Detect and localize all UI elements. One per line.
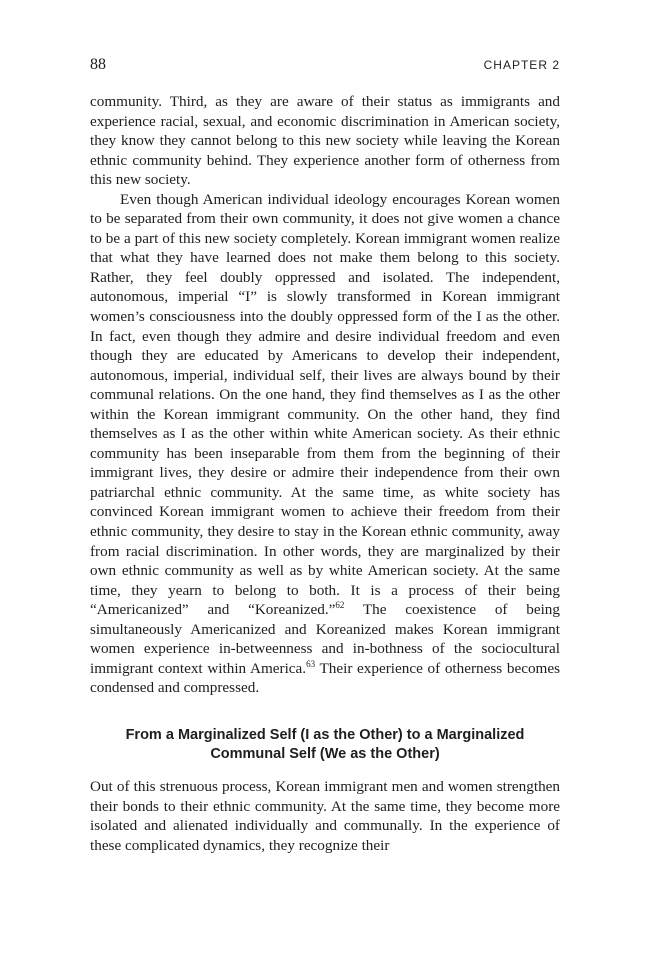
- paragraph-2-text-b: The coexistence of being simultaneously Americanized and Koreanized makes Korean immigrant women experience in-betweenness and in-bothness of the sociocultural immigrant context within America.: [90, 601, 560, 677]
- chapter-running-head: CHAPTER 2: [483, 58, 560, 72]
- paragraph-continuation: [90, 92, 560, 190]
- paragraph-3-text: Out of this strenuous process, Korean immigrant men and women strengthen their bonds to their ethnic community. At the same time, they become more isolated and alienated individually and communally. In the experience of these complicated dynamics, they recognize their: [90, 777, 560, 854]
- paragraph-american-ideology: [90, 190, 560, 698]
- page-header: [90, 56, 560, 82]
- section-heading: From a Marginalized Self (I as the Other) to a Marginalized Communal Self (We as the Other): [125, 726, 525, 762]
- paragraph-1-text: community. Third, as they are aware of their status as immigrants and experience racial, sexual, and economic discrimination in American society, they know they cannot belong to this new society while leaving the Korean ethnic community behind. They experience another form of otherness from this new society.: [90, 93, 560, 189]
- footnote-ref-63[interactable]: 63: [306, 658, 316, 669]
- paragraph-2-text-c: Their experience of otherness becomes condensed and compressed.: [90, 659, 561, 697]
- paragraph-2-text-a: Even though American individual ideology encourages Korean women to be separated from their own community, it does not give women a chance to be a part of this new society completely. Korean immigrant women realize that what they have learned does not make them belong to this society. Rather, they feel doubly oppressed and isolated. The independent, autonomous, imperial “I” is slowly transformed in Korean immigrant women’s consciousness into the doubly oppressed form of the I as the other. In fact, even though they admire and desire individual freedom and even though they are educated by Americans to develop their independent, autonomous, imperial, individual self, their lives are always bound by their communal relations. On the one hand, they find themselves as I as the other within the Korean immigrant community. On the other hand, they find themselves as I as the other within white American society. As their ethnic community has been inseparable from them from the beginning of their immigrant lives, they desire or admire their independence from their own patriarchal ethnic community. At the same time, as white society has convinced Korean immigrant women to achieve their freedom from their ethnic community, they desire to stay in the Korean ethnic community, away from racial discrimination. In other words, they are marginalized by their own ethnic community as well as by white American society. At the same time, they yearn to belong to both. It is a process of their being “Americanized” and “Koreanized.”: [90, 190, 560, 619]
- footnote-ref-62[interactable]: 62: [335, 600, 345, 611]
- page-number: 88: [90, 56, 106, 73]
- book-page: [90, 56, 560, 855]
- paragraph-section-opening: [90, 777, 560, 855]
